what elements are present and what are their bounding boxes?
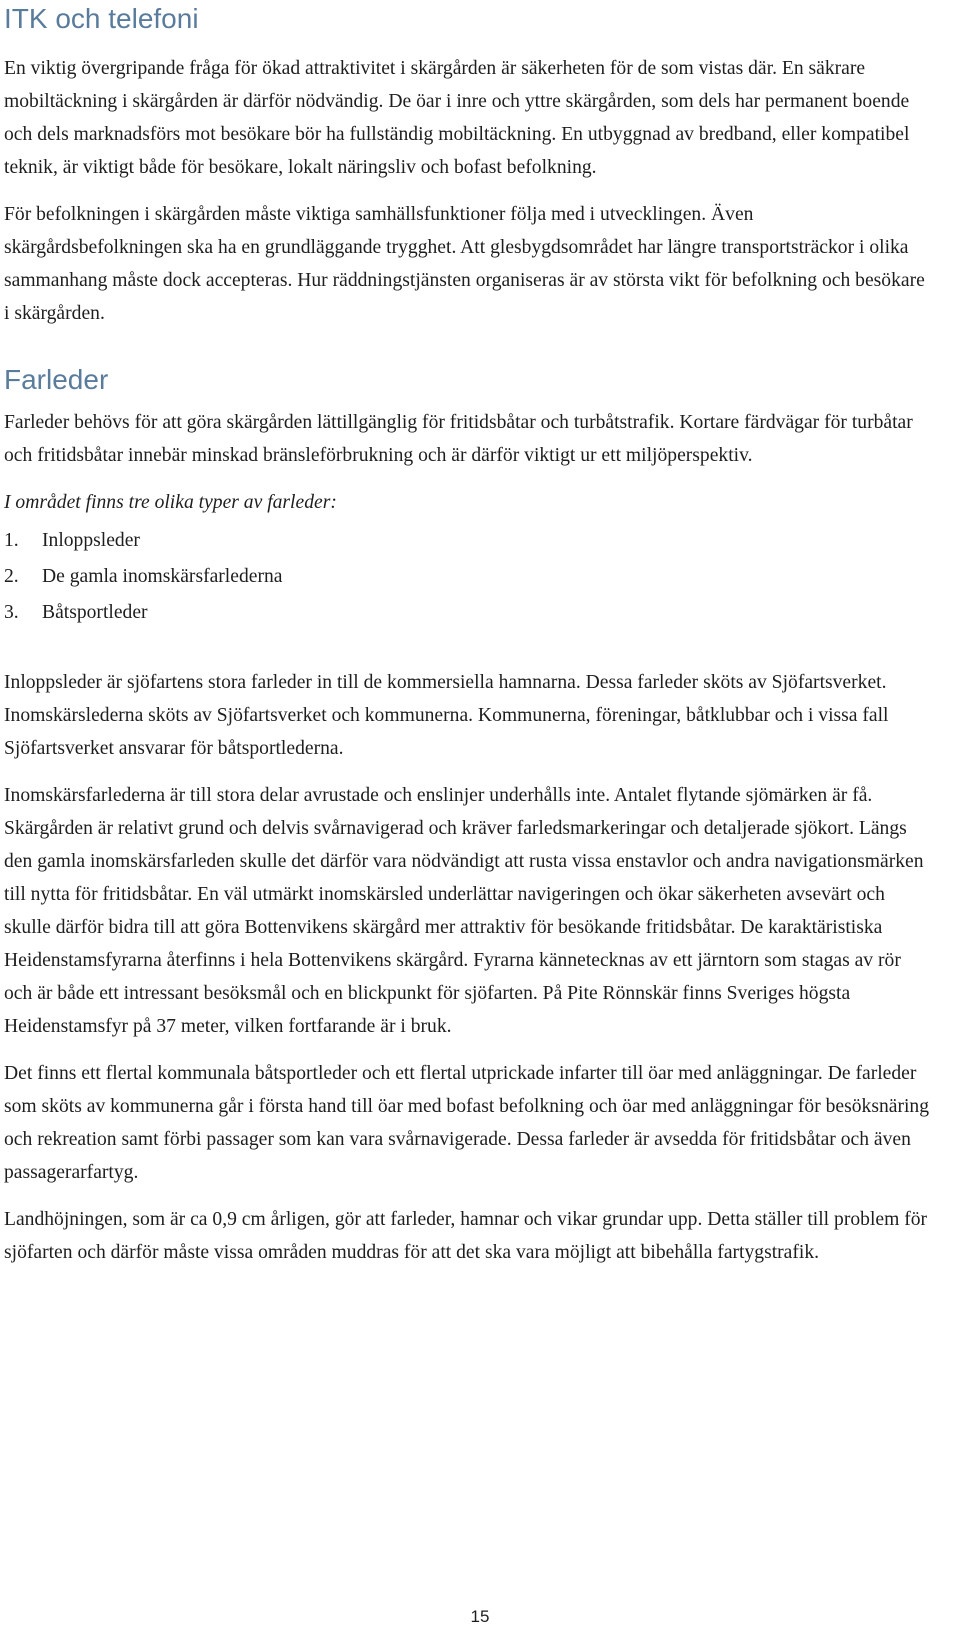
- list-item-text: Inloppsleder: [42, 530, 140, 551]
- list-item-text: De gamla inomskärsfarlederna: [42, 566, 283, 587]
- list-intro: I området finns tre olika typer av farleder:: [4, 492, 337, 513]
- paragraph: För befolkningen i skärgården måste viktiga samhällsfunktioner följa med i utvecklingen. Även skärgårdsbefolkningen ska ha en grundläggande trygghet. Att glesbygdsområdet har längre transportsträckor i olika sammanhang måste dock accepteras. Hur räddningstjänsten organiseras är av största vikt för befolkning och besökare i skärgården.: [4, 204, 925, 324]
- paragraph: Landhöjningen, som är ca 0,9 cm årligen, gör att farleder, hamnar och vikar grundar upp. Detta ställer till problem för sjöfarten och därför måste vissa områden muddras för att det ska vara möjligt att bibehålla fartygstrafik.: [4, 1209, 928, 1263]
- list-item: [4, 559, 934, 595]
- paragraph: En viktig övergripande fråga för ökad attraktivitet i skärgården är säkerheten för de som vistas där. En säkrare mobiltäckning i skärgården är därför nödvändig. De öar i inre och yttre skärgården, som dels har permanent boende och dels marknadsförs mot besökare bör ha fullständig mobiltäckning. En utbyggnad av bredband, eller kompatibel teknik, är viktigt både för besökare, lokalt näringsliv och bofast befolkning.: [4, 58, 910, 178]
- list-item: [4, 523, 934, 559]
- list-item: [4, 595, 934, 631]
- list-item-text: Båtsportleder: [42, 602, 148, 623]
- section-heading-farleder: Farleder: [4, 364, 109, 395]
- page-number: 15: [470, 1607, 490, 1626]
- farled-type-list: [4, 523, 934, 631]
- document-page: [4, 0, 934, 1269]
- section-heading-itk: ITK och telefoni: [4, 3, 199, 34]
- paragraph: Inomskärsfarlederna är till stora delar avrustade och enslinjer underhålls inte. Antalet flytande sjömärken är få. Skärgården är relativt grund och delvis svårnavigerad och kräver farledsmarkeringar och detaljerade sjökort. Längs den gamla inomskärsfarleden skulle det därför vara nödvändigt att rusta vissa enstavlor och andra navigationsmärken till nytta för fritidsbåtar. En väl utmärkt inomskärsled underlättar navigeringen och ökar säkerheten avsevärt och skulle därför bidra till att göra Bottenvikens skärgård mer attraktiv för besökande fritidsbåtar. De karaktäristiska Heidenstamsfyrarna återfinns i hela Bottenvikens skärgård. Fyrarna kännetecknas av ett järntorn som stagas av rör och är både ett intressant besöksmål och en blickpunkt för sjöfarten. På Pite Rönnskär finns Sveriges högsta Heidenstamsfyr på 37 meter, vilken fortfarande är i bruk.: [4, 785, 924, 1037]
- list-item-number: 1.: [4, 530, 19, 551]
- paragraph: Inloppsleder är sjöfartens stora farleder in till de kommersiella hamnarna. Dessa farleder sköts av Sjöfartsverket. Inomskärslederna sköts av Sjöfartsverket och kommunerna. Kommunerna, föreningar, båtklubbar och i vissa fall Sjöfartsverket ansvarar för båtsportlederna.: [4, 672, 889, 759]
- list-item-number: 2.: [4, 566, 19, 587]
- paragraph: Farleder behövs för att göra skärgården lättillgänglig för fritidsbåtar och turbåtstrafik. Kortare färdvägar för turbåtar och fritidsbåtar innebär minskad bränsleförbrukning och är därför viktigt ur ett miljöperspektiv.: [4, 412, 913, 466]
- paragraph: Det finns ett flertal kommunala båtsportleder och ett flertal utprickade infarter till öar med anläggningar. De farleder som sköts av kommunerna går i första hand till öar med bofast befolkning och öar med anläggningar för besöksnäring och rekreation samt förbi passager som kan vara svårnavigerade. Dessa farleder är avsedda för fritidsbåtar och även passagerarfartyg.: [4, 1063, 930, 1183]
- list-item-number: 3.: [4, 602, 19, 623]
